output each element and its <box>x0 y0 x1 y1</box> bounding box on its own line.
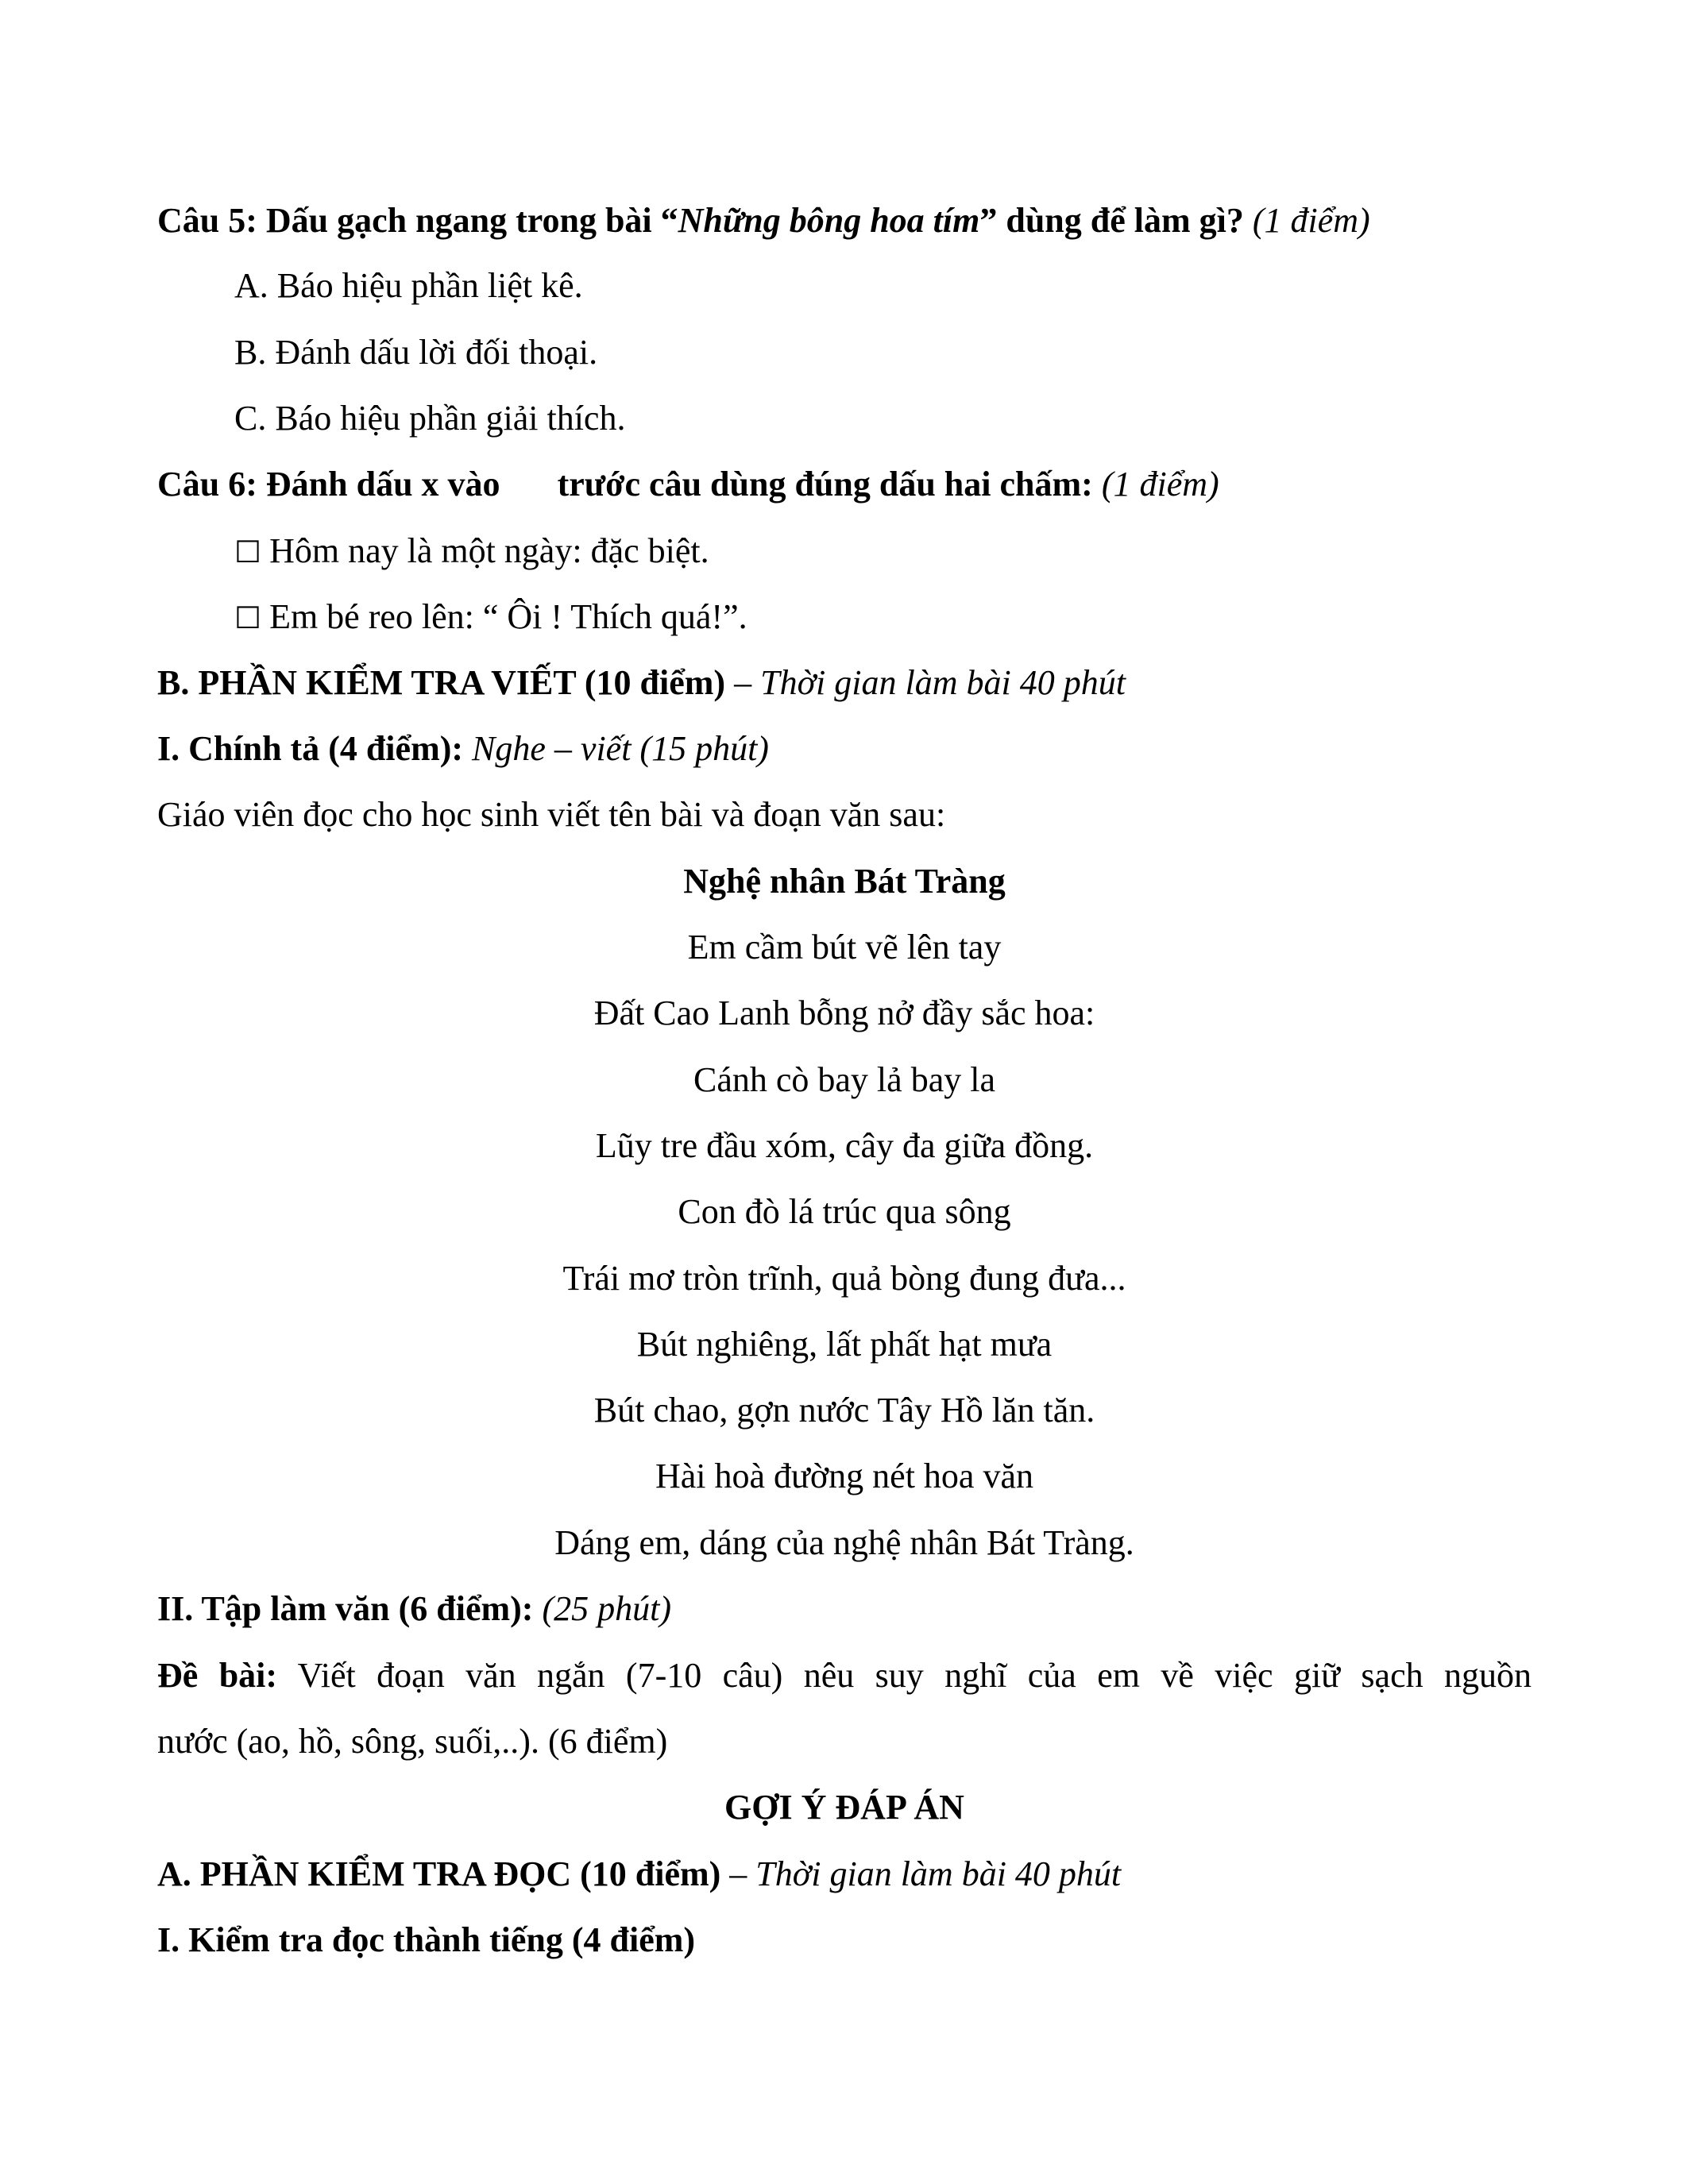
part-b-heading <box>157 659 1532 707</box>
chinh-ta-title: I. Chính tả (4 điểm): <box>157 729 464 768</box>
part-a-time: Thời gian làm bài 40 phút <box>755 1854 1122 1893</box>
question-6 <box>157 461 1532 508</box>
question-5 <box>157 197 1532 245</box>
question-6-option-2 <box>234 593 1609 642</box>
question-5-option-a: A. Báo hiệu phần liệt kê. <box>234 266 583 305</box>
tap-lam-van-time: (25 phút) <box>542 1589 671 1628</box>
chinh-ta-sub: Nghe – viết (15 phút) <box>472 729 769 768</box>
poem-line: Đất Cao Lanh bỗng nở đầy sắc hoa: <box>593 994 1095 1032</box>
question-6-label-a: Câu 6: Đánh dấu x vào <box>157 465 500 504</box>
de-bai-text-1: Viết đoạn văn ngắn (7-10 câu) nêu suy nghĩ của em về việc giữ sạch nguồn <box>297 1656 1532 1695</box>
poem-line: Dáng em, dáng của nghệ nhân Bát Tràng. <box>554 1523 1134 1562</box>
part-a-title: A. PHẦN KIỂM TRA ĐỌC (10 điểm) <box>157 1854 721 1893</box>
de-bai-line-1 <box>157 1652 1532 1700</box>
question-5-option-c: C. Báo hiệu phần giải thích. <box>234 399 626 438</box>
poem-line: Con đò lá trúc qua sông <box>678 1192 1011 1231</box>
question-6-option-1 <box>234 527 1609 576</box>
checkbox-1[interactable]: ☐ <box>234 534 262 569</box>
section-1-heading: I. Kiểm tra đọc thành tiếng (4 điểm) <box>157 1920 696 1959</box>
question-5-label: Câu 5: Dấu gạch ngang trong bài “ <box>157 201 678 240</box>
part-b-dash: – <box>725 663 761 702</box>
poem-line: Cánh cò bay lả bay la <box>693 1060 995 1099</box>
question-6-label-b: trước câu dùng đúng dấu hai chấm: <box>557 465 1093 504</box>
question-5-points: (1 điểm) <box>1252 201 1370 240</box>
question-5-title: Những bông hoa tím <box>678 201 980 240</box>
chinh-ta-intro: Giáo viên đọc cho học sinh viết tên bài và đoạn văn sau: <box>157 795 946 834</box>
poem-line: Bút chao, gợn nước Tây Hồ lăn tăn. <box>593 1391 1095 1430</box>
de-bai-label: Đề bài: <box>157 1656 278 1695</box>
part-b-title: B. PHẦN KIỂM TRA VIẾT (10 điểm) <box>157 663 726 702</box>
part-a-dash: – <box>720 1854 756 1893</box>
question-6-option-1-text: Hôm nay là một ngày: đặc biệt. <box>269 531 709 570</box>
poem-line: Hài hoà đường nét hoa văn <box>655 1457 1033 1495</box>
poem-line: Em cầm bút vẽ lên tay <box>687 928 1002 967</box>
poem-line: Lũy tre đầu xóm, cây đa giữa đồng. <box>595 1126 1094 1165</box>
tap-lam-van-title: II. Tập làm văn (6 điểm): <box>157 1589 534 1628</box>
tap-lam-van-heading <box>157 1585 1532 1633</box>
poem-line: Trái mơ tròn trĩnh, quả bòng đung đưa... <box>562 1259 1126 1298</box>
answer-title: GỢI Ý ĐÁP ÁN <box>724 1788 964 1827</box>
question-5-rest: ” dùng để làm gì? <box>979 201 1244 240</box>
chinh-ta-heading <box>157 725 1532 773</box>
question-5-option-b: B. Đánh dấu lời đối thoại. <box>234 333 598 372</box>
checkbox-2[interactable]: ☐ <box>234 600 262 635</box>
part-a-heading <box>157 1850 1532 1898</box>
de-bai-line-2: nước (ao, hồ, sông, suối,..). (6 điểm) <box>157 1722 668 1761</box>
poem-line: Bút nghiêng, lất phất hạt mưa <box>636 1325 1053 1364</box>
question-6-points: (1 điểm) <box>1101 465 1219 504</box>
question-6-option-2-text: Em bé reo lên: “ Ôi ! Thích quá!”. <box>269 597 747 636</box>
part-b-time: Thời gian làm bài 40 phút <box>760 663 1126 702</box>
poem-title: Nghệ nhân Bát Tràng <box>683 862 1006 901</box>
